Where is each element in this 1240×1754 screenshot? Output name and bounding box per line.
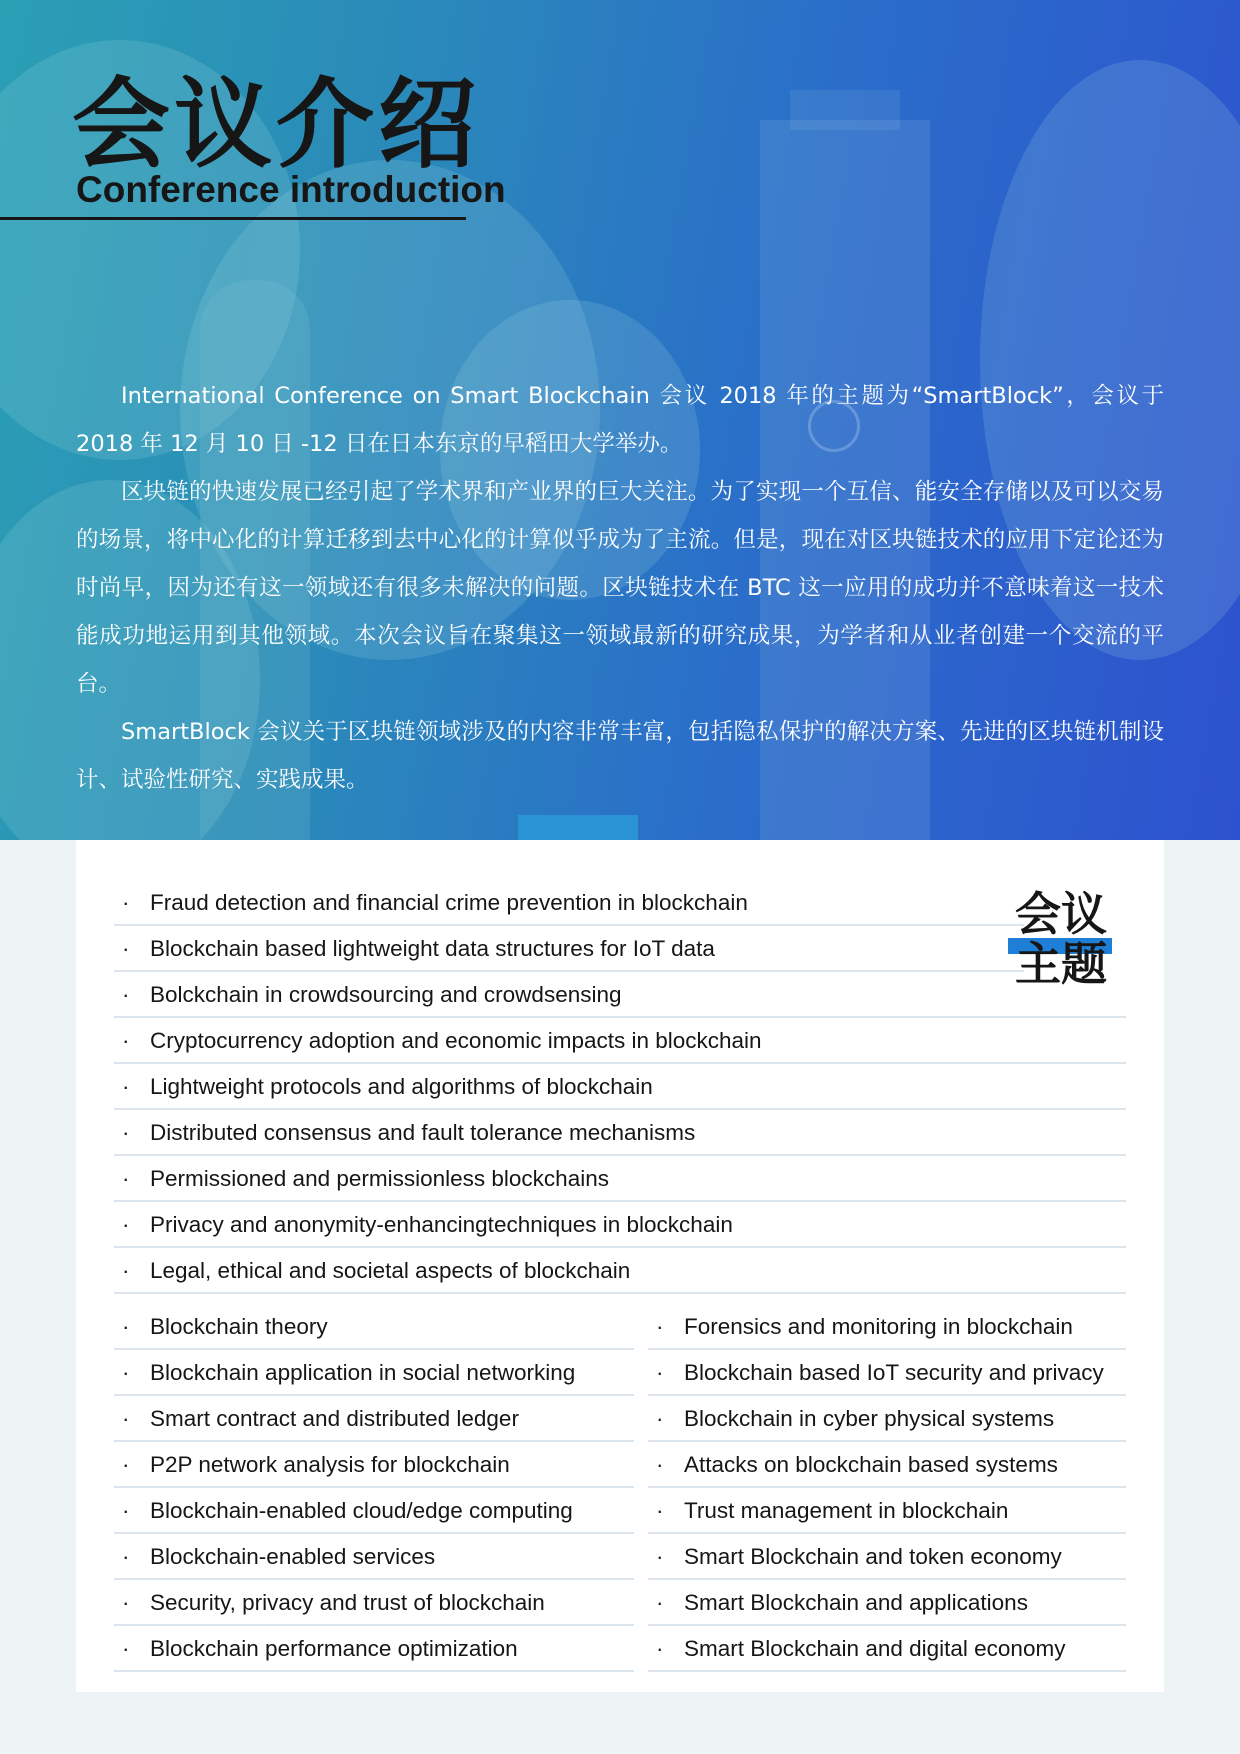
bullet-dot: ·	[122, 1166, 130, 1191]
bullet-dot: ·	[122, 1360, 130, 1385]
bullet-dot: ·	[122, 1258, 130, 1283]
list-item-text: Fraud detection and financial crime prevention in blockchain	[150, 890, 748, 915]
bullet-dot: ·	[656, 1406, 664, 1431]
bullet-dot: ·	[122, 1636, 130, 1661]
list-item-text: Cryptocurrency adoption and economic impacts in blockchain	[150, 1028, 762, 1053]
list-item	[648, 1306, 1126, 1350]
list-item-text: Trust management in blockchain	[684, 1498, 1009, 1523]
list-item-text: Blockchain performance optimization	[150, 1636, 518, 1661]
list-item-text: Permissioned and permissionless blockchains	[150, 1166, 609, 1191]
bullet-dot: ·	[122, 1544, 130, 1569]
list-item-text: Blockchain based IoT security and privacy	[684, 1360, 1104, 1385]
list-item	[114, 974, 1126, 1018]
bullet-dot: ·	[122, 1314, 130, 1339]
title-underline	[0, 217, 466, 220]
list-item	[648, 1582, 1126, 1626]
intro-paragraph: International Conference on Smart Blockchain 会议 2018 年的主题为“SmartBlock”，会议于 2018 年 12 月 10 日 -12 日在日本东京的早稻田大学举办。	[76, 383, 1164, 457]
bullet-dot: ·	[122, 890, 130, 915]
bullet-dot: ·	[122, 936, 130, 961]
list-item-text: Security, privacy and trust of blockchain	[150, 1590, 545, 1615]
list-item	[114, 1306, 634, 1350]
list-item	[114, 1020, 1126, 1064]
bullet-dot: ·	[122, 1590, 130, 1615]
badge-line: 会议	[1015, 887, 1107, 941]
list-item-text: Privacy and anonymity-enhancingtechniques in blockchain	[150, 1212, 733, 1237]
list-item	[114, 1066, 1126, 1110]
bullet-dot: ·	[656, 1360, 664, 1385]
list-item	[648, 1444, 1126, 1488]
list-item-text: Blockchain-enabled services	[150, 1544, 436, 1569]
list-item	[114, 1628, 634, 1672]
list-item	[114, 1352, 634, 1396]
themes-card	[76, 840, 1164, 1692]
list-item-text: Smart contract and distributed ledger	[150, 1406, 519, 1431]
list-item	[648, 1398, 1126, 1442]
themes-list-full	[114, 882, 1126, 1296]
list-item	[114, 1204, 1126, 1248]
list-item-text: Attacks on blockchain based systems	[684, 1452, 1058, 1477]
list-item	[648, 1490, 1126, 1534]
list-item	[114, 1398, 634, 1442]
list-item	[114, 928, 1024, 972]
bullet-dot: ·	[122, 1452, 130, 1477]
themes-list-left	[114, 1306, 634, 1674]
list-item	[114, 1444, 634, 1488]
bullet-dot: ·	[656, 1452, 664, 1477]
bullet-dot: ·	[122, 1212, 130, 1237]
list-item-text: P2P network analysis for blockchain	[150, 1452, 510, 1477]
bullet-dot: ·	[656, 1544, 664, 1569]
page-subtitle: Conference introduction	[76, 169, 506, 210]
list-item	[114, 1536, 634, 1580]
bullet-dot: ·	[122, 1120, 130, 1145]
list-item-text: Smart Blockchain and applications	[684, 1590, 1028, 1615]
list-item	[114, 1250, 1126, 1294]
list-item	[114, 882, 1024, 926]
bullet-dot: ·	[122, 1074, 130, 1099]
intro-text	[76, 372, 1164, 804]
intro-paragraph: 区块链的快速发展已经引起了学术界和产业界的巨大关注。为了实现一个互信、能安全存储以及可以交易的场景，将中心化的计算迁移到去中心化的计算似乎成为了主流。但是，现在对区块链技术的应用下定论还为时尚早，因为还有这一领域还有很多未解决的问题。区块链技术在 BTC 这一应用的成功并不意味着这一技术能成功地运用到其他领域。本次会议旨在聚集这一领域最新的研究成果，为学者和从业者创建一个交流的平台。	[76, 479, 1164, 697]
bullet-dot: ·	[656, 1314, 664, 1339]
list-item	[114, 1112, 1126, 1156]
bullet-dot: ·	[656, 1498, 664, 1523]
intro-paragraph: SmartBlock 会议关于区块链领域涉及的内容非常丰富，包括隐私保护的解决方案、先进的区块链机制设计、试验性研究、实践成果。	[76, 719, 1164, 793]
list-item	[648, 1352, 1126, 1396]
list-item-text: Blockchain in cyber physical systems	[684, 1406, 1055, 1431]
list-item-text: Smart Blockchain and digital economy	[684, 1636, 1066, 1661]
list-item	[648, 1536, 1126, 1580]
list-item-text: Blockchain theory	[150, 1314, 328, 1339]
list-item-text: Blockchain-enabled cloud/edge computing	[150, 1498, 573, 1523]
list-item-text: Bolckchain in crowdsourcing and crowdsensing	[150, 982, 622, 1007]
bullet-dot: ·	[656, 1636, 664, 1661]
list-item-text: Distributed consensus and fault tolerance mechanisms	[150, 1120, 696, 1145]
list-item-text: Forensics and monitoring in blockchain	[684, 1314, 1073, 1339]
bullet-dot: ·	[122, 1028, 130, 1053]
bullet-dot: ·	[122, 982, 130, 1007]
page-title: 会议介绍	[72, 68, 481, 182]
list-item-text: Legal, ethical and societal aspects of blockchain	[150, 1258, 631, 1283]
list-item	[648, 1628, 1126, 1672]
themes-list-right	[648, 1306, 1126, 1674]
accent-tab	[518, 815, 638, 840]
list-item-text: Blockchain application in social networking	[150, 1360, 576, 1385]
list-item-text: Blockchain based lightweight data structures for IoT data	[150, 936, 715, 961]
bullet-dot: ·	[122, 1406, 130, 1431]
list-item	[114, 1582, 634, 1626]
list-item-text: Smart Blockchain and token economy	[684, 1544, 1062, 1569]
bullet-dot: ·	[122, 1498, 130, 1523]
bullet-dot: ·	[656, 1590, 664, 1615]
list-item	[114, 1158, 1126, 1202]
list-item-text: Lightweight protocols and algorithms of blockchain	[150, 1074, 653, 1099]
badge-line: 主题	[1015, 937, 1107, 991]
list-item	[114, 1490, 634, 1534]
